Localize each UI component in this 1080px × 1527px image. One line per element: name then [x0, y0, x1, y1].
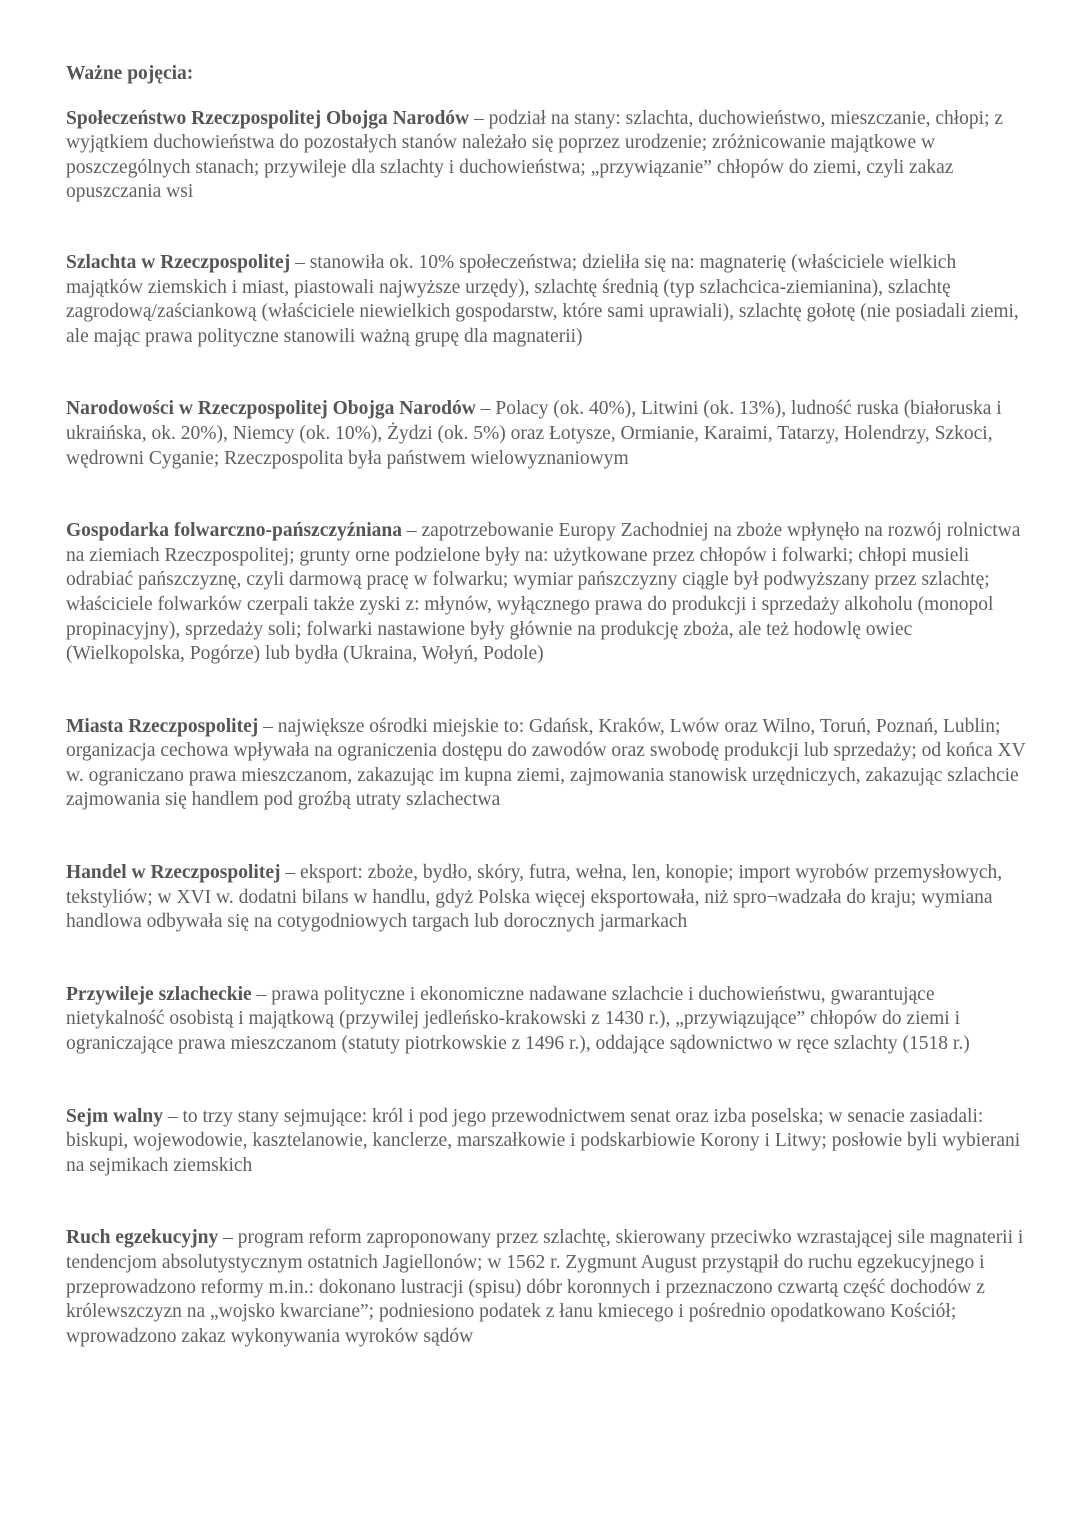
entry-miasta: [66, 715, 1026, 813]
entry-definition: – największe ośrodki miejskie to: Gdańsk, Kraków, Lwów oraz Wilno, Toruń, Poznań, Lublin; organizacja cechowa wpływała na ograniczenia dostępu do zawodów oraz swobodę produkcji lub sprzedaży; od końca XV w. ograniczano prawa mieszczanom, zakazując im kupna ziemi, zajmowania stanowisk urzędniczych, zakazując szlachcie zajmowania się handlem pod groźbą utraty szlachectwa: [66, 715, 1026, 811]
entry-szlachta: [66, 251, 1026, 349]
entry-definition: – zapotrzebowanie Europy Zachodniej na zboże wpłynęło na rozwój rolnictwa na ziemiach Rzeczpospolitej; grunty orne podzielone były na: użytkowane przez chłopów i folwarki; chłopi musieli odrabiać pańszczyznę, czyli darmową pracę w folwarku; wymiar pańszczyzny ciągle był podwyższany przez szlachtę; właściciele folwarków czerpali także zyski z: młynów, wyłącznego prawa do produkcji i sprzedaży alkoholu (monopol propinacyjny), sprzedaży soli; folwarki nastawione były głównie na produkcję zboża, ale też hodowlę owiec (Wielkopolska, Pogórze) lub bydła (Ukraina, Wołyń, Podole): [66, 520, 1021, 665]
entry-term: Handel w Rzeczpospolitej: [66, 862, 281, 884]
entry-przywileje: [66, 983, 1026, 1057]
entry-narodowosci: [66, 397, 1026, 471]
entry-definition: – stanowiła ok. 10% społeczeństwa; dzieliła się na: magnaterię (właściciele wielkich majątków ziemskich i miast, piastowali najwyższe urzędy), szlachtę średnią (typ szlachcica-ziemianina), szlachtę zagrodową/zaściankową (właściciele niewielkich gospodarstw, które sami uprawiali), szlachtę gołotę (nie posiadali ziemi, ale mając prawa polityczne stanowili ważną grupę dla magnaterii): [66, 251, 1019, 347]
entry-term: Społeczeństwo Rzeczpospolitej Obojga Narodów: [66, 107, 470, 129]
page-heading: Ważne pojęcia:: [66, 63, 194, 84]
entry-term: Narodowości w Rzeczpospolitej Obojga Narodów: [66, 398, 476, 420]
document-page: [66, 62, 1026, 1349]
entry-term: Ruch egzekucyjny: [66, 1227, 219, 1249]
entry-gospodarka: [66, 519, 1026, 667]
entry-term: Miasta Rzeczpospolitej: [66, 715, 259, 737]
entry-definition: – prawa polityczne i ekonomiczne nadawane szlachcie i duchowieństwu, gwarantujące nietykalność osobistą i majątkową (przywilej jedleńsko-krakowski z 1430 r.), „przywiązujące” chłopów do ziemi i ograniczające prawa mieszczanom (statuty piotrkowskie z 1496 r.), oddające sądownictwo w ręce szlachty (1518 r.): [66, 983, 970, 1055]
entry-spoleczenstwo: [66, 107, 1026, 205]
entry-term: Gospodarka folwarczno-pańszczyźniana: [66, 520, 403, 542]
entry-definition: – program reform zaproponowany przez szlachtę, skierowany przeciwko wzrastającej sile magnaterii i tendencjom absolutystycznym ostatnich Jagiellonów; w 1562 r. Zygmunt August przystąpił do ruchu egzekucyjnego i przeprowadzono reformy m.in.: dokonano lustracji (spisu) dóbr koronnych i przeznaczono czwartą część dochodów z królewszczyzn na „wojsko kwarciane”; podniesiono podatek z łanu kmiecego i pośrednio opodatkowano Kościół; wprowadzono zakaz wykonywania wyroków sądów: [66, 1227, 1024, 1347]
entry-term: Przywileje szlacheckie: [66, 983, 252, 1005]
entry-definition: – eksport: zboże, bydło, skóry, futra, wełna, len, konopie; import wyrobów przemysłowych, tekstyliów; w XVI w. dodatni bilans w handlu, gdyż Polska więcej eksportowała, niż spro¬wadzała do kraju; wymiana handlowa odbywała się na cotygodniowych targach lub dorocznych jarmarkach: [66, 862, 1003, 933]
entry-ruch-egzekucyjny: [66, 1226, 1026, 1349]
entry-handel: [66, 861, 1026, 935]
entry-definition: – Polacy (ok. 40%), Litwini (ok. 13%), ludność ruska (białoruska i ukraińska, ok. 20%), Niemcy (ok. 10%), Żydzi (ok. 5%) oraz Łotysze, Ormianie, Karaimi, Tatarzy, Holendrzy, Szkoci, wędrowni Cyganie; Rzeczpospolita była państwem wielowyznaniowym: [66, 398, 1002, 469]
entry-definition: – to trzy stany sejmujące: król i pod jego przewodnictwem senat oraz izba poselska; w senacie zasiadali: biskupi, wojewodowie, kasztelanowie, kanclerze, marszałkowie i podskarbiowie Korony i Litwy; posłowie byli wybierani na sejmikach ziemskich: [66, 1105, 1021, 1176]
entry-sejm-walny: [66, 1105, 1026, 1179]
entry-term: Sejm walny: [66, 1105, 163, 1127]
entry-definition: – podział na stany: szlachta, duchowieństwo, mieszczanie, chłopi; z wyjątkiem duchowieństwa do pozostałych stanów należało się poprzez urodzenie; zróżnicowanie majątkowe w poszczególnych stanach; przywileje dla szlachty i duchowieństwa; „przywiązanie” chłopów do ziemi, czyli zakaz opuszczania wsi: [66, 107, 1004, 203]
entry-term: Szlachta w Rzeczpospolitej: [66, 251, 291, 273]
